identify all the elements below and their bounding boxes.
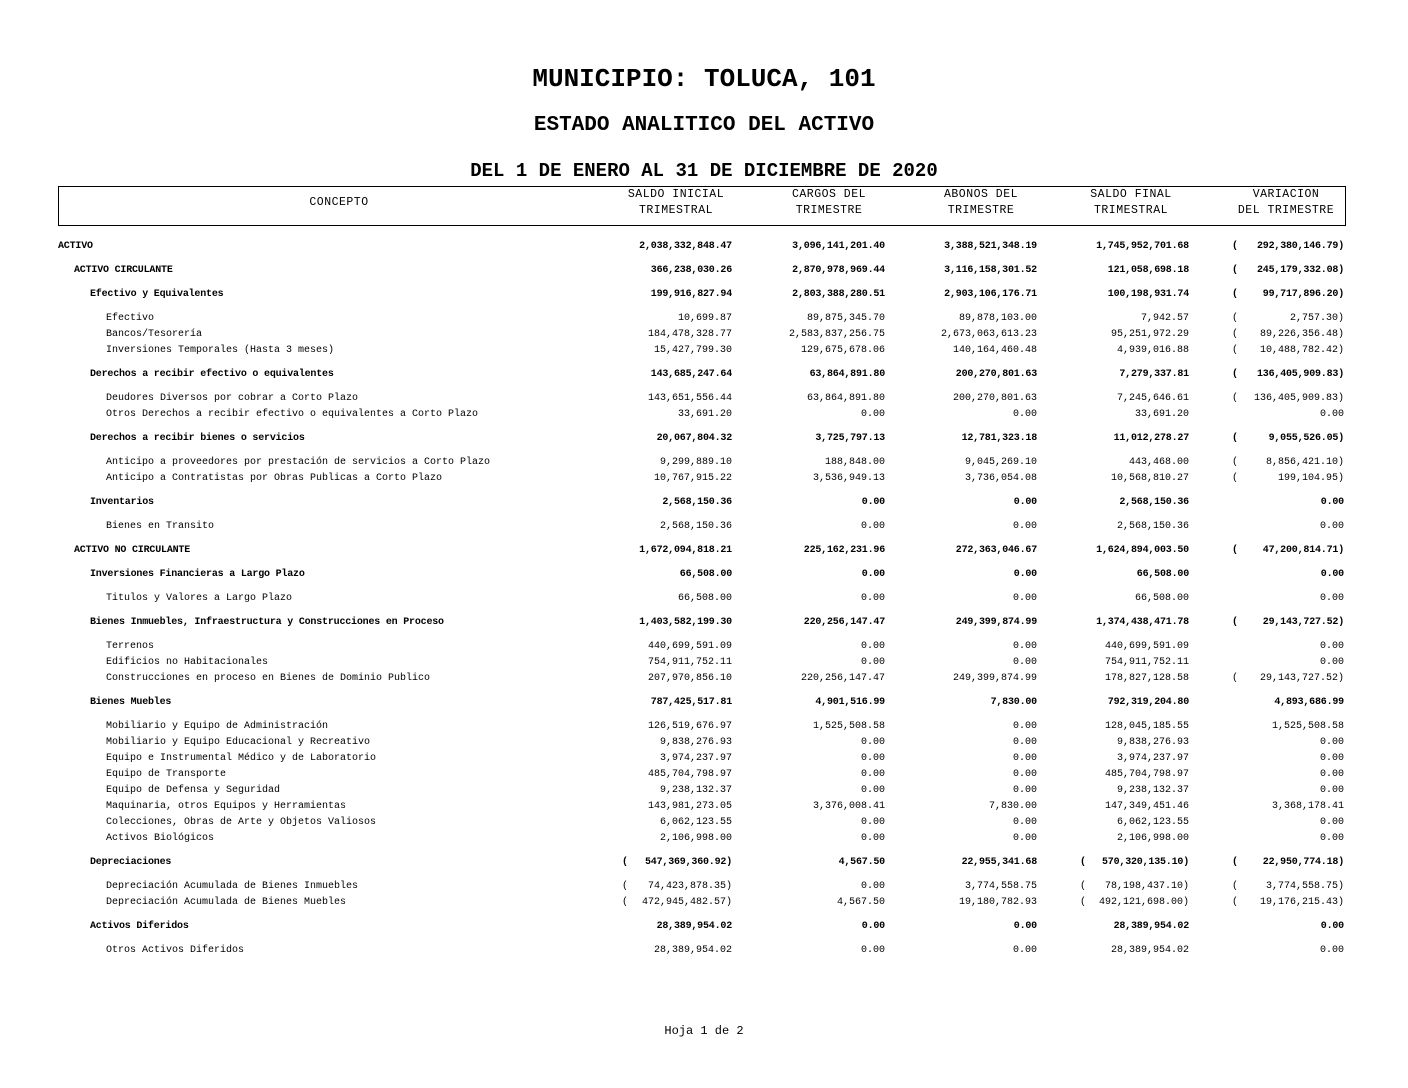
row-concepto: Activos Diferidos bbox=[90, 921, 189, 932]
page-number: Hoja 1 de 2 bbox=[664, 1024, 744, 1038]
row-concepto: Construcciones en proceso en Bienes de Dominio Publico bbox=[106, 673, 431, 684]
row-abonos: 0.00 bbox=[1012, 753, 1037, 764]
row-paren-variacion: ( bbox=[1232, 881, 1239, 892]
row-concepto: Otros Derechos a recibir efectivo o equivalentes a Corto Plazo bbox=[106, 409, 479, 420]
row-concepto: Activos Biológicos bbox=[106, 833, 215, 844]
row-cargos: 0.00 bbox=[860, 521, 885, 532]
row-abonos: 0.00 bbox=[1012, 641, 1037, 652]
column-header-box bbox=[58, 186, 1346, 226]
table-row bbox=[0, 720, 1408, 734]
row-concepto: Inventarios bbox=[90, 497, 154, 508]
table-row bbox=[0, 568, 1408, 582]
row-variacion: 0.00 bbox=[1319, 769, 1344, 780]
row-saldo-final: 100,198,931.74 bbox=[1107, 289, 1189, 300]
row-concepto: ACTIVO bbox=[58, 241, 93, 252]
row-saldo-inicial: 126,519,676.97 bbox=[647, 721, 732, 732]
row-paren-inicial: ( bbox=[622, 881, 629, 892]
row-cargos: 0.00 bbox=[860, 593, 885, 604]
row-cargos: 0.00 bbox=[860, 657, 885, 668]
row-abonos: 249,399,874.99 bbox=[952, 673, 1037, 684]
row-abonos: 3,774,558.75 bbox=[964, 881, 1037, 892]
table-row bbox=[0, 432, 1408, 446]
row-concepto: Edificios no Habitacionales bbox=[106, 657, 269, 668]
table-row bbox=[0, 344, 1408, 358]
row-saldo-inicial: 143,981,273.05 bbox=[647, 801, 732, 812]
row-cargos: 0.00 bbox=[861, 569, 885, 580]
row-cargos: 129,675,678.06 bbox=[800, 345, 885, 356]
row-cargos: 0.00 bbox=[861, 921, 885, 932]
table-row bbox=[0, 800, 1408, 814]
row-saldo-final: 28,389,954.02 bbox=[1110, 945, 1189, 956]
row-concepto: Equipo de Defensa y Seguridad bbox=[106, 785, 281, 796]
row-saldo-inicial: 28,389,954.02 bbox=[656, 921, 732, 932]
row-concepto: Mobiliario y Equipo de Administración bbox=[106, 721, 329, 732]
row-saldo-final: 1,745,952,701.68 bbox=[1096, 241, 1189, 252]
row-concepto: Depreciación Acumulada de Bienes Muebles bbox=[106, 897, 347, 908]
row-paren-variacion: ( bbox=[1232, 673, 1239, 684]
row-abonos: 0.00 bbox=[1012, 521, 1037, 532]
row-variacion: 8,856,421.10) bbox=[1265, 457, 1344, 468]
row-saldo-final: 2,106,998.00 bbox=[1116, 833, 1189, 844]
row-abonos: 0.00 bbox=[1012, 721, 1037, 732]
row-variacion: 2,757.30) bbox=[1289, 313, 1344, 324]
row-abonos: 89,878,103.00 bbox=[958, 313, 1037, 324]
row-variacion: 0.00 bbox=[1319, 753, 1344, 764]
row-paren-variacion: ( bbox=[1232, 457, 1239, 468]
col-abonos-line1: ABONOS DEL bbox=[943, 188, 1018, 201]
row-concepto: Inversiones Temporales (Hasta 3 meses) bbox=[106, 345, 335, 356]
row-variacion: 199,104.95) bbox=[1277, 473, 1344, 484]
row-paren-variacion: ( bbox=[1232, 393, 1239, 404]
row-concepto: Bienes en Transito bbox=[106, 521, 215, 532]
col-saldo-final-line1: SALDO FINAL bbox=[1090, 188, 1172, 201]
row-abonos: 12,781,323.18 bbox=[961, 433, 1037, 444]
row-saldo-inicial: 2,038,332,848.47 bbox=[639, 241, 732, 252]
report-period: DEL 1 DE ENERO AL 31 DE DICIEMBRE DE 2020 bbox=[470, 160, 938, 182]
row-concepto: Depreciación Acumulada de Bienes Inmuebles bbox=[106, 881, 359, 892]
table-row bbox=[0, 816, 1408, 830]
row-abonos: 0.00 bbox=[1013, 921, 1037, 932]
row-saldo-inicial: 2,568,150.36 bbox=[662, 497, 732, 508]
row-saldo-inicial: 33,691.20 bbox=[677, 409, 732, 420]
row-concepto: Depreciaciones bbox=[90, 857, 172, 868]
row-abonos: 0.00 bbox=[1012, 657, 1037, 668]
row-concepto: Equipo de Transporte bbox=[106, 769, 227, 780]
row-saldo-final: 178,827,128.58 bbox=[1104, 673, 1189, 684]
row-variacion: 0.00 bbox=[1319, 817, 1344, 828]
row-variacion: 89,226,356.48) bbox=[1259, 329, 1344, 340]
row-cargos: 2,583,837,256.75 bbox=[788, 329, 885, 340]
table-row bbox=[0, 944, 1408, 958]
row-cargos: 220,256,147.47 bbox=[803, 617, 885, 628]
row-variacion: 0.00 bbox=[1319, 737, 1344, 748]
row-saldo-final: 3,974,237.97 bbox=[1116, 753, 1189, 764]
row-saldo-inicial: 199,916,827.94 bbox=[650, 289, 732, 300]
row-saldo-final: 66,508.00 bbox=[1136, 569, 1189, 580]
row-saldo-final: 6,062,123.55 bbox=[1116, 817, 1189, 828]
row-abonos: 3,736,054.08 bbox=[964, 473, 1037, 484]
row-saldo-final: 66,508.00 bbox=[1134, 593, 1189, 604]
table-row bbox=[0, 880, 1408, 894]
row-concepto: Anticipo a Contratistas por Obras Publicas a Corto Plazo bbox=[106, 473, 443, 484]
row-cargos: 0.00 bbox=[860, 737, 885, 748]
row-saldo-inicial: 9,238,132.37 bbox=[659, 785, 732, 796]
table-row bbox=[0, 408, 1408, 422]
row-saldo-inicial: 2,106,998.00 bbox=[659, 833, 732, 844]
row-saldo-inicial: 754,911,752.11 bbox=[647, 657, 732, 668]
row-abonos: 2,903,106,176.71 bbox=[944, 289, 1037, 300]
row-saldo-final: 485,704,798.97 bbox=[1104, 769, 1189, 780]
row-saldo-final: 570,320,135.10) bbox=[1101, 857, 1189, 868]
row-cargos: 0.00 bbox=[860, 945, 885, 956]
row-cargos: 0.00 bbox=[860, 817, 885, 828]
row-concepto: Equipo e Instrumental Médico y de Laboratorio bbox=[106, 753, 377, 764]
row-paren-variacion: ( bbox=[1232, 857, 1238, 868]
row-abonos: 0.00 bbox=[1013, 569, 1037, 580]
row-variacion: 0.00 bbox=[1319, 641, 1344, 652]
row-variacion: 10,488,782.42) bbox=[1259, 345, 1344, 356]
row-paren-variacion: ( bbox=[1232, 545, 1238, 556]
row-saldo-inicial: 15,427,799.30 bbox=[653, 345, 732, 356]
row-saldo-final: 128,045,185.55 bbox=[1104, 721, 1189, 732]
table-row bbox=[0, 696, 1408, 710]
row-variacion: 22,950,774.18) bbox=[1262, 857, 1344, 868]
row-saldo-final: 147,349,451.46 bbox=[1104, 801, 1189, 812]
row-variacion: 0.00 bbox=[1319, 593, 1344, 604]
row-saldo-final: 2,568,150.36 bbox=[1116, 521, 1189, 532]
row-cargos: 225,162,231.96 bbox=[803, 545, 885, 556]
row-cargos: 0.00 bbox=[860, 641, 885, 652]
row-abonos: 0.00 bbox=[1012, 769, 1037, 780]
row-cargos: 3,376,008.41 bbox=[812, 801, 885, 812]
row-variacion: 136,405,909.83) bbox=[1253, 393, 1344, 404]
table-row bbox=[0, 592, 1408, 606]
report-subtitle: ESTADO ANALITICO DEL ACTIVO bbox=[533, 114, 875, 137]
row-variacion: 0.00 bbox=[1319, 785, 1344, 796]
row-saldo-final: 10,568,810.27 bbox=[1110, 473, 1189, 484]
row-variacion: 136,405,909.83) bbox=[1256, 369, 1344, 380]
row-cargos: 1,525,508.58 bbox=[812, 721, 885, 732]
row-abonos: 272,363,046.67 bbox=[955, 545, 1037, 556]
row-saldo-final: 33,691.20 bbox=[1134, 409, 1189, 420]
table-row bbox=[0, 240, 1408, 254]
col-concepto: CONCEPTO bbox=[309, 196, 369, 209]
row-saldo-inicial: 143,685,247.64 bbox=[650, 369, 732, 380]
table-row bbox=[0, 312, 1408, 326]
row-abonos: 3,388,521,348.19 bbox=[944, 241, 1037, 252]
col-saldo-final-line2: TRIMESTRAL bbox=[1093, 204, 1168, 217]
row-concepto: Derechos a recibir bienes o servicios bbox=[90, 433, 305, 444]
row-cargos: 89,875,345.70 bbox=[806, 313, 885, 324]
table-row bbox=[0, 616, 1408, 630]
row-saldo-final: 1,624,894,003.50 bbox=[1096, 545, 1189, 556]
row-cargos: 0.00 bbox=[861, 497, 885, 508]
row-saldo-final: 7,245,646.61 bbox=[1116, 393, 1189, 404]
row-abonos: 0.00 bbox=[1012, 817, 1037, 828]
row-concepto: Inversiones Financieras a Largo Plazo bbox=[90, 569, 305, 580]
row-concepto: Maquinaria, otros Equipos y Herramientas bbox=[106, 801, 347, 812]
row-abonos: 7,830.00 bbox=[990, 697, 1037, 708]
row-cargos: 220,256,147.47 bbox=[800, 673, 885, 684]
row-saldo-final: 1,374,438,471.78 bbox=[1096, 617, 1189, 628]
row-abonos: 2,673,063,613.23 bbox=[940, 329, 1037, 340]
row-saldo-inicial: 440,699,591.09 bbox=[647, 641, 732, 652]
table-row bbox=[0, 920, 1408, 934]
row-abonos: 0.00 bbox=[1012, 785, 1037, 796]
row-saldo-final: 11,012,278.27 bbox=[1113, 433, 1189, 444]
table-row bbox=[0, 640, 1408, 654]
row-saldo-final: 7,279,337.81 bbox=[1119, 369, 1189, 380]
row-saldo-inicial: 28,389,954.02 bbox=[653, 945, 732, 956]
table-row bbox=[0, 288, 1408, 302]
row-cargos: 2,870,978,969.44 bbox=[792, 265, 885, 276]
row-abonos: 0.00 bbox=[1012, 945, 1037, 956]
row-abonos: 3,116,158,301.52 bbox=[944, 265, 1037, 276]
row-abonos: 9,045,269.10 bbox=[964, 457, 1037, 468]
row-variacion: 19,176,215.43) bbox=[1259, 897, 1344, 908]
row-paren-variacion: ( bbox=[1232, 313, 1239, 324]
row-saldo-inicial: 3,974,237.97 bbox=[659, 753, 732, 764]
col-abonos-line2: TRIMESTRE bbox=[947, 204, 1015, 217]
row-saldo-inicial: 485,704,798.97 bbox=[647, 769, 732, 780]
row-cargos: 3,096,141,201.40 bbox=[792, 241, 885, 252]
row-saldo-inicial: 472,945,482.57) bbox=[641, 897, 732, 908]
row-paren-variacion: ( bbox=[1232, 265, 1238, 276]
row-concepto: Bienes Inmuebles, Infraestructura y Construcciones en Proceso bbox=[90, 617, 444, 628]
row-paren-variacion: ( bbox=[1232, 345, 1239, 356]
row-cargos: 4,567.50 bbox=[836, 897, 885, 908]
row-variacion: 0.00 bbox=[1319, 945, 1344, 956]
row-concepto: Mobiliario y Equipo Educacional y Recreativo bbox=[106, 737, 371, 748]
row-cargos: 0.00 bbox=[860, 785, 885, 796]
row-saldo-final: 95,251,972.29 bbox=[1110, 329, 1189, 340]
row-variacion: 292,380,146.79) bbox=[1256, 241, 1344, 252]
row-saldo-final: 443,468.00 bbox=[1128, 457, 1189, 468]
row-variacion: 99,717,896.20) bbox=[1262, 289, 1344, 300]
row-abonos: 22,955,341.68 bbox=[961, 857, 1037, 868]
row-concepto: Titulos y Valores a Largo Plazo bbox=[106, 593, 293, 604]
row-variacion: 9,055,526.05) bbox=[1268, 433, 1344, 444]
table-row bbox=[0, 472, 1408, 486]
row-abonos: 200,270,801.63 bbox=[955, 369, 1037, 380]
row-paren-variacion: ( bbox=[1232, 617, 1238, 628]
row-paren-inicial: ( bbox=[622, 857, 628, 868]
table-row bbox=[0, 832, 1408, 846]
row-paren-variacion: ( bbox=[1232, 241, 1238, 252]
row-concepto: Bancos/Tesorería bbox=[106, 329, 203, 340]
row-concepto: ACTIVO NO CIRCULANTE bbox=[74, 545, 191, 556]
row-cargos: 0.00 bbox=[860, 769, 885, 780]
table-row bbox=[0, 392, 1408, 406]
row-paren-final: ( bbox=[1080, 897, 1087, 908]
row-saldo-final: 78,198,437.10) bbox=[1104, 881, 1189, 892]
row-cargos: 0.00 bbox=[860, 753, 885, 764]
table-row bbox=[0, 328, 1408, 342]
row-paren-inicial: ( bbox=[622, 897, 629, 908]
table-row bbox=[0, 544, 1408, 558]
row-abonos: 0.00 bbox=[1012, 833, 1037, 844]
table-row bbox=[0, 672, 1408, 686]
row-variacion: 3,368,178.41 bbox=[1271, 801, 1344, 812]
row-saldo-inicial: 20,067,804.32 bbox=[656, 433, 732, 444]
row-cargos: 0.00 bbox=[860, 409, 885, 420]
row-saldo-inicial: 366,238,030.26 bbox=[650, 265, 732, 276]
row-abonos: 7,830.00 bbox=[988, 801, 1037, 812]
row-cargos: 3,536,949.13 bbox=[812, 473, 885, 484]
row-variacion: 47,200,814.71) bbox=[1262, 545, 1344, 556]
row-abonos: 140,164,460.48 bbox=[952, 345, 1037, 356]
row-variacion: 0.00 bbox=[1319, 409, 1344, 420]
row-saldo-inicial: 207,970,856.10 bbox=[647, 673, 732, 684]
row-concepto: Bienes Muebles bbox=[90, 697, 172, 708]
row-paren-variacion: ( bbox=[1232, 897, 1239, 908]
row-paren-variacion: ( bbox=[1232, 369, 1238, 380]
row-saldo-final: 9,238,132.37 bbox=[1116, 785, 1189, 796]
table-row bbox=[0, 784, 1408, 798]
row-cargos: 0.00 bbox=[860, 881, 885, 892]
row-variacion: 0.00 bbox=[1320, 497, 1344, 508]
table-row bbox=[0, 456, 1408, 470]
row-variacion: 3,774,558.75) bbox=[1265, 881, 1344, 892]
row-saldo-inicial: 1,672,094,818.21 bbox=[639, 545, 732, 556]
row-cargos: 2,803,388,280.51 bbox=[792, 289, 885, 300]
row-cargos: 4,567.50 bbox=[838, 857, 885, 868]
row-saldo-final: 4,939,016.88 bbox=[1116, 345, 1189, 356]
col-cargos-line1: CARGOS DEL bbox=[791, 188, 866, 201]
row-cargos: 4,901,516.99 bbox=[815, 697, 885, 708]
row-concepto: Otros Activos Diferidos bbox=[106, 945, 245, 956]
table-row bbox=[0, 496, 1408, 510]
row-saldo-inicial: 74,423,878.35) bbox=[647, 881, 732, 892]
table-row bbox=[0, 656, 1408, 670]
row-saldo-inicial: 66,508.00 bbox=[679, 569, 732, 580]
table-row bbox=[0, 264, 1408, 278]
col-cargos-line2: TRIMESTRE bbox=[795, 204, 863, 217]
row-saldo-inicial: 66,508.00 bbox=[677, 593, 732, 604]
row-abonos: 0.00 bbox=[1012, 737, 1037, 748]
table-row bbox=[0, 736, 1408, 750]
row-saldo-final: 492,121,698.00) bbox=[1098, 897, 1189, 908]
col-saldo-inicial-line1: SALDO INICIAL bbox=[627, 188, 725, 201]
row-variacion: 1,525,508.58 bbox=[1271, 721, 1344, 732]
row-saldo-final: 440,699,591.09 bbox=[1104, 641, 1189, 652]
row-saldo-inicial: 787,425,517.81 bbox=[650, 697, 732, 708]
row-saldo-final: 7,942.57 bbox=[1140, 313, 1189, 324]
row-variacion: 245,179,332.08) bbox=[1256, 265, 1344, 276]
row-abonos: 0.00 bbox=[1013, 497, 1037, 508]
row-variacion: 0.00 bbox=[1320, 569, 1344, 580]
table-row bbox=[0, 520, 1408, 534]
row-concepto: Derechos a recibir efectivo o equivalentes bbox=[90, 369, 334, 380]
row-saldo-inicial: 9,299,889.10 bbox=[659, 457, 732, 468]
row-concepto: Colecciones, Obras de Arte y Objetos Valiosos bbox=[106, 817, 377, 828]
row-paren-variacion: ( bbox=[1232, 289, 1238, 300]
row-saldo-final: 2,568,150.36 bbox=[1119, 497, 1189, 508]
table-row bbox=[0, 368, 1408, 382]
row-abonos: 200,270,801.63 bbox=[952, 393, 1037, 404]
row-variacion: 4,893,686.99 bbox=[1274, 697, 1344, 708]
row-paren-variacion: ( bbox=[1232, 473, 1239, 484]
row-concepto: Efectivo y Equivalentes bbox=[90, 289, 224, 300]
row-saldo-final: 792,319,204.80 bbox=[1107, 697, 1189, 708]
row-cargos: 188,848.00 bbox=[824, 457, 885, 468]
col-saldo-inicial-line2: TRIMESTRAL bbox=[638, 204, 713, 217]
row-cargos: 0.00 bbox=[860, 833, 885, 844]
col-variacion-line2: DEL TRIMESTRE bbox=[1237, 204, 1335, 217]
row-variacion: 29,143,727.52) bbox=[1262, 617, 1344, 628]
row-saldo-inicial: 1,403,582,199.30 bbox=[639, 617, 732, 628]
row-concepto: Terrenos bbox=[106, 641, 155, 652]
row-saldo-inicial: 143,651,556.44 bbox=[647, 393, 732, 404]
report-title: MUNICIPIO: TOLUCA, 101 bbox=[532, 64, 876, 94]
row-saldo-final: 121,058,698.18 bbox=[1107, 265, 1189, 276]
row-saldo-inicial: 184,478,328.77 bbox=[647, 329, 732, 340]
col-variacion-line1: VARIACION bbox=[1252, 188, 1320, 201]
row-saldo-inicial: 2,568,150.36 bbox=[659, 521, 732, 532]
row-saldo-final: 9,838,276.93 bbox=[1116, 737, 1189, 748]
row-variacion: 29,143,727.52) bbox=[1259, 673, 1344, 684]
table-row bbox=[0, 856, 1408, 870]
row-concepto: ACTIVO CIRCULANTE bbox=[74, 265, 173, 276]
row-paren-final: ( bbox=[1080, 857, 1086, 868]
row-saldo-final: 28,389,954.02 bbox=[1113, 921, 1189, 932]
row-abonos: 0.00 bbox=[1012, 593, 1037, 604]
row-variacion: 0.00 bbox=[1319, 657, 1344, 668]
row-concepto: Anticipo a proveedores por prestación de servicios a Corto Plazo bbox=[106, 457, 491, 468]
row-cargos: 63,864,891.80 bbox=[806, 393, 885, 404]
row-variacion: 0.00 bbox=[1319, 833, 1344, 844]
table-row bbox=[0, 768, 1408, 782]
row-abonos: 249,399,874.99 bbox=[955, 617, 1037, 628]
row-variacion: 0.00 bbox=[1319, 521, 1344, 532]
row-saldo-inicial: 10,767,915.22 bbox=[653, 473, 732, 484]
table-row bbox=[0, 752, 1408, 766]
row-concepto: Deudores Diversos por cobrar a Corto Plazo bbox=[106, 393, 359, 404]
row-concepto: Efectivo bbox=[106, 313, 155, 324]
row-saldo-inicial: 10,699.87 bbox=[677, 313, 732, 324]
row-variacion: 0.00 bbox=[1320, 921, 1344, 932]
row-cargos: 63,864,891.80 bbox=[809, 369, 885, 380]
row-saldo-inicial: 9,838,276.93 bbox=[659, 737, 732, 748]
row-paren-variacion: ( bbox=[1232, 329, 1239, 340]
row-cargos: 3,725,797.13 bbox=[815, 433, 885, 444]
row-abonos: 19,180,782.93 bbox=[958, 897, 1037, 908]
row-saldo-inicial: 547,369,360.92) bbox=[644, 857, 732, 868]
table-row bbox=[0, 896, 1408, 910]
row-paren-final: ( bbox=[1080, 881, 1087, 892]
row-saldo-inicial: 6,062,123.55 bbox=[659, 817, 732, 828]
row-abonos: 0.00 bbox=[1012, 409, 1037, 420]
row-saldo-final: 754,911,752.11 bbox=[1104, 657, 1189, 668]
row-paren-variacion: ( bbox=[1232, 433, 1238, 444]
